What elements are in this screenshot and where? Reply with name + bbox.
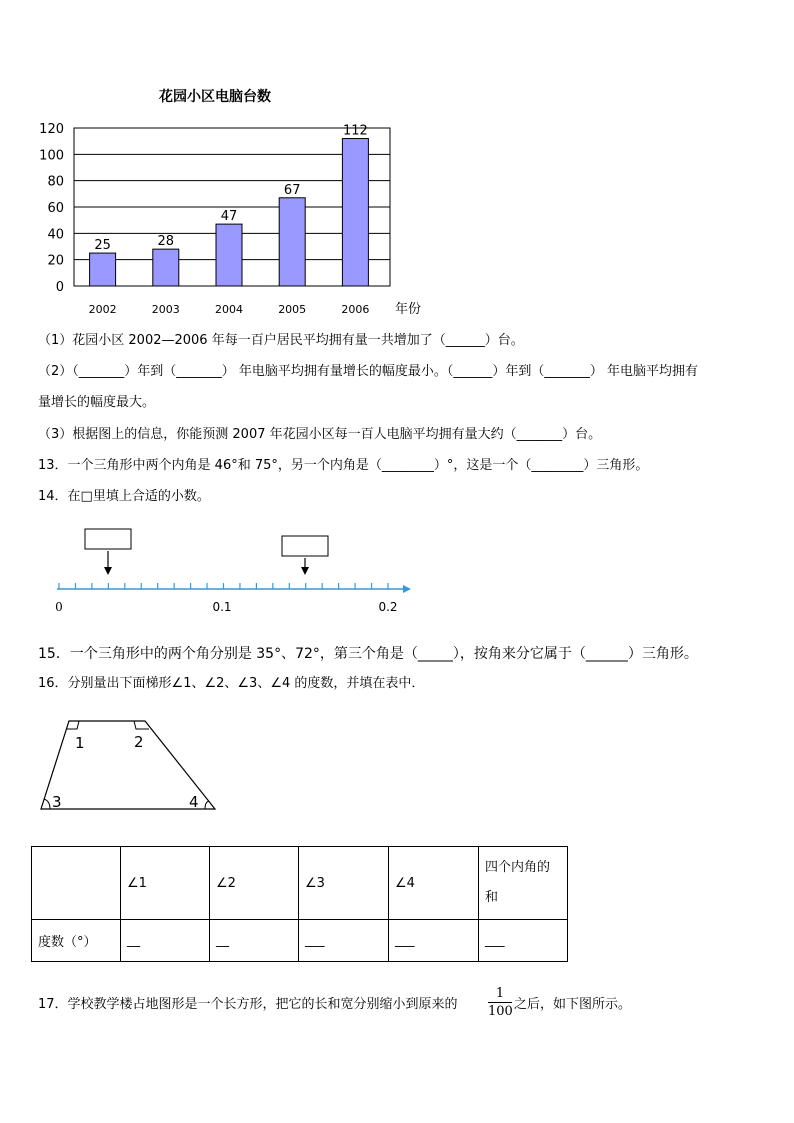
number-line-label-0-2: 0.2 bbox=[378, 600, 398, 614]
chart-y-tick-label: 20 bbox=[47, 253, 64, 269]
q17-text-before: 17．学校教学楼占地图形是一个长方形，把它的长和宽分别缩小到原来的 bbox=[38, 997, 458, 1012]
angle-label-3: 3 bbox=[52, 793, 62, 811]
arrow-1-head bbox=[104, 567, 112, 575]
angle-label-2: 2 bbox=[134, 733, 144, 751]
table-row bbox=[32, 920, 568, 962]
angle-mark-2 bbox=[134, 721, 149, 729]
chart-x-tick-label: 2005 bbox=[278, 303, 307, 316]
arrow-2-head bbox=[301, 567, 309, 575]
chart-bar bbox=[90, 253, 116, 286]
q12-part1: （1）花园小区 2002—2006 年每一百户居民平均拥有量一共增加了（______）台。 bbox=[38, 333, 524, 348]
chart-data-label: 28 bbox=[157, 234, 175, 250]
chart-data-label: 25 bbox=[94, 238, 111, 254]
chart-bar bbox=[342, 139, 368, 286]
table-cell-angle-2[interactable]: __ bbox=[210, 920, 299, 962]
angle-mark-4 bbox=[205, 801, 209, 809]
q12-part3: （3）根据图上的信息，你能预测 2007 年花园小区每一百人电脑平均拥有量大约（_______）台。 bbox=[38, 427, 602, 442]
chart-x-tick-label: 2006 bbox=[341, 303, 370, 316]
chart-y-tick-label: 120 bbox=[39, 122, 64, 137]
table-cell-angle-4[interactable]: ___ bbox=[389, 920, 479, 962]
table-header-angle-sum: 四个内角的和 bbox=[479, 847, 568, 920]
q12-part2-line1: （2）（_______）年到（_______） 年电脑平均拥有量增长的幅度最小。（______）年到（_______） 年电脑平均拥有 bbox=[38, 364, 699, 379]
q17-text-after: 之后，如下图所示。 bbox=[514, 997, 632, 1012]
chart-y-tick-label: 60 bbox=[47, 201, 64, 216]
table-cell-angle-1[interactable]: __ bbox=[121, 920, 210, 962]
table-header-row bbox=[32, 847, 568, 920]
chart-y-tick-label: 100 bbox=[39, 148, 64, 164]
angle-mark-3 bbox=[44, 799, 50, 809]
number-line-arrowhead bbox=[403, 585, 411, 593]
q15-text: 15．一个三角形中的两个角分别是 35°、72°，第三个角是（_____），按角来分它属于（______）三角形。 bbox=[38, 646, 698, 662]
chart-x-tick-label: 2003 bbox=[151, 303, 180, 316]
chart-y-tick-label: 40 bbox=[47, 227, 64, 243]
q12-part2-line2: 量增长的幅度最大。 bbox=[38, 395, 156, 410]
chart-y-tick-label: 0 bbox=[55, 280, 64, 295]
table-cell-angle-3[interactable]: ___ bbox=[299, 920, 389, 962]
table-header-angle-1: ∠1 bbox=[121, 847, 210, 920]
chart-data-label: 112 bbox=[342, 123, 368, 139]
chart-bars bbox=[90, 124, 369, 286]
chart-x-tick-label: 2002 bbox=[88, 303, 117, 316]
angle-degree-table bbox=[31, 846, 568, 962]
bar-chart bbox=[0, 0, 794, 330]
chart-y-tick-label: 80 bbox=[47, 174, 64, 190]
table-header-angle-3: ∠3 bbox=[299, 847, 389, 920]
number-line-label-0-1: 0.1 bbox=[212, 600, 232, 614]
table-row-label: 度数（°） bbox=[32, 920, 121, 962]
number-line-label-0: 0 bbox=[55, 600, 63, 614]
table-header-angle-4: ∠4 bbox=[389, 847, 479, 920]
answer-box-1 bbox=[85, 529, 131, 549]
number-line-figure bbox=[0, 525, 794, 620]
number-line-ticks bbox=[59, 583, 388, 589]
table-cell-angle-sum[interactable]: ___ bbox=[479, 920, 568, 962]
chart-data-label: 47 bbox=[220, 209, 238, 225]
table-header-angle-2: ∠2 bbox=[210, 847, 299, 920]
q13-text: 13．一个三角形中两个内角是 46°和 75°，另一个内角是（________）°，这是一个（________）三角形。 bbox=[38, 458, 649, 473]
table-header-empty bbox=[32, 847, 121, 920]
chart-data-label: 67 bbox=[283, 182, 301, 198]
trapezoid-figure bbox=[0, 715, 794, 820]
chart-bar bbox=[279, 198, 305, 286]
chart-y-ticks bbox=[39, 122, 64, 295]
q14-text: 14．在□里填上合适的小数。 bbox=[38, 489, 210, 504]
angle-label-4: 4 bbox=[189, 793, 199, 811]
chart-x-ticks bbox=[89, 303, 370, 316]
chart-x-tick-label: 2004 bbox=[215, 303, 243, 316]
chart-title: 花园小区电脑台数 bbox=[159, 89, 271, 105]
angle-label-1: 1 bbox=[75, 734, 85, 752]
chart-bar bbox=[153, 249, 179, 286]
chart-bar bbox=[216, 224, 242, 286]
chart-x-axis-label: 年份 bbox=[395, 302, 422, 317]
fraction-denominator: 100 bbox=[488, 1004, 513, 1019]
fraction-numerator: 1 bbox=[488, 985, 512, 1003]
q17-fraction bbox=[488, 985, 512, 1020]
q16-text: 16．分别量出下面梯形∠1、∠2、∠3、∠4 的度数，并填在表中． bbox=[38, 676, 425, 691]
answer-box-2 bbox=[282, 536, 328, 556]
